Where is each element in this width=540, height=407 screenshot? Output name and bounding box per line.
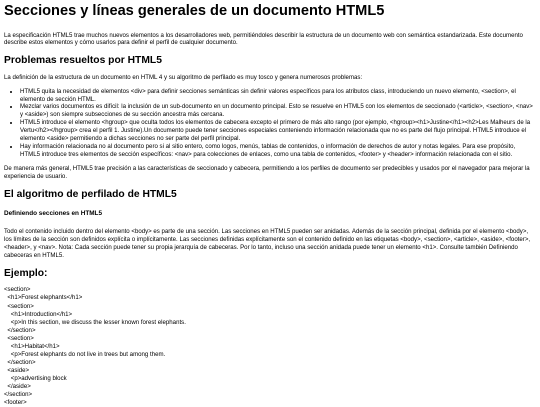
code-line: <h1>Introduction</h1> [4,310,73,318]
code-line: <section> [4,334,34,342]
list-item: • Hay información relacionada no al documento pero si al sitio entero, como logos, menús, tablas de contenidos, o información de derechos de autor y notas legales. Para ese propósito, HTML5 introduce tres elementos de sección específicos: <nav> para colecciones de enlaces, como una tabla de contenidos, <footer> y <header> información relacionada con el sitio. [20,143,536,159]
algorithm-heading: El algoritmo de perfilado de HTML5 [4,188,177,200]
problems-heading: Problemas resueltos por HTML5 [4,55,162,67]
code-line: </section> [4,326,36,334]
problems-closing: De manera más general, HTML5 trae precisión a las características de seccionado y cabecera, permitiendo a los perfiles de documento ser predecibles y usados por el navegador para mejorar la experiencia de usuario. [4,164,530,180]
code-line: <aside> [4,366,30,374]
algorithm-subheading: Definiendo secciones en HTML5 [4,210,103,218]
code-line: </aside> [4,382,31,390]
problems-lead: La definición de la estructura de un documento en HTML 4 y su algoritmo de perfilado es muy tosco y genera numerosos problemas: [4,73,363,81]
page-title: Secciones y líneas generales de un documento HTML5 [4,3,385,19]
code-line: <h1>Forest elephants</h1> [4,294,83,302]
code-line: <h1>Habitat</h1> [4,342,60,350]
code-line: <p>advertising block [4,374,67,382]
code-line: <section> [4,302,34,310]
algorithm-body: Todo el contenido incluido dentro del elemento <body> es parte de una sección. Las secciones en HTML5 pueden ser anidadas. Además de la sección principal, definida por el elemento <body>, los límites de la sección son definidos explícita o implícitamente. Las secciones definidas explícitamente son el contenido definido en las etiquetas <body>, <section>, <article>, <aside>, <footer>, <header>, y <nav>. Nota: Cada sección puede tener su propia jerarquía de cabeceras. Por lo tanto, incluso una sección anidada puede tener un elemento <h1>. Consulte también Definiendo cabeceras en HTML5. [4,228,531,260]
list-item: • Mezclar varios documentos es difícil: la inclusión de un sub-documento en un documento principal. Esto se resuelve en HTML5 con los elementos de seccionado (<article>, <section>, <nav> y <aside>) son siempre subsecciones de su sección ancestra más cercana. [20,103,536,119]
intro-paragraph: La especificación HTML5 trae muchos nuevos elementos a los desarrolladores web, permitiéndoles describir la estructura de un documento web con semántica estandarizada. Este documento describe estos elementos y cómo usarlos para definir el perfil de cualquier documento. [4,31,523,47]
example-heading: Ejemplo: [4,268,48,280]
list-item: • HTML5 introduce el elemento <hgroup> que oculta todos los elementos de cabecera excepto el primero de más alto rango (por ejemplo, <hgroup><h1>Justine</h1><h2>Les Malheurs de la Vertu</h2></hgroup> crea el perfil 1. Justine).Un documento puede tener secciones especiales conteniendo información relacionada que no es parte del flujo principal. HTML5 introduce el elemento <aside> permitiendo a dichas secciones no ser parte del perfil principal. [20,119,536,143]
code-line: <p>In this section, we discuss the lesser known forest elephants. [4,318,186,326]
code-line: <section> [4,286,31,294]
problems-list [4,88,536,159]
code-line: <footer> [4,398,27,406]
list-item: • HTML5 quita la necesidad de elementos <div> para definir secciones semánticas sin definir valores específicos para los atributos class, introduciendo un nuevo elemento, <section>, el elemento de sección HTML. [20,88,536,104]
code-line: <p>Forest elephants do not live in trees but among them. [4,350,166,358]
code-example [4,286,536,406]
code-line: </section> [4,390,33,398]
code-line: </section> [4,358,36,366]
